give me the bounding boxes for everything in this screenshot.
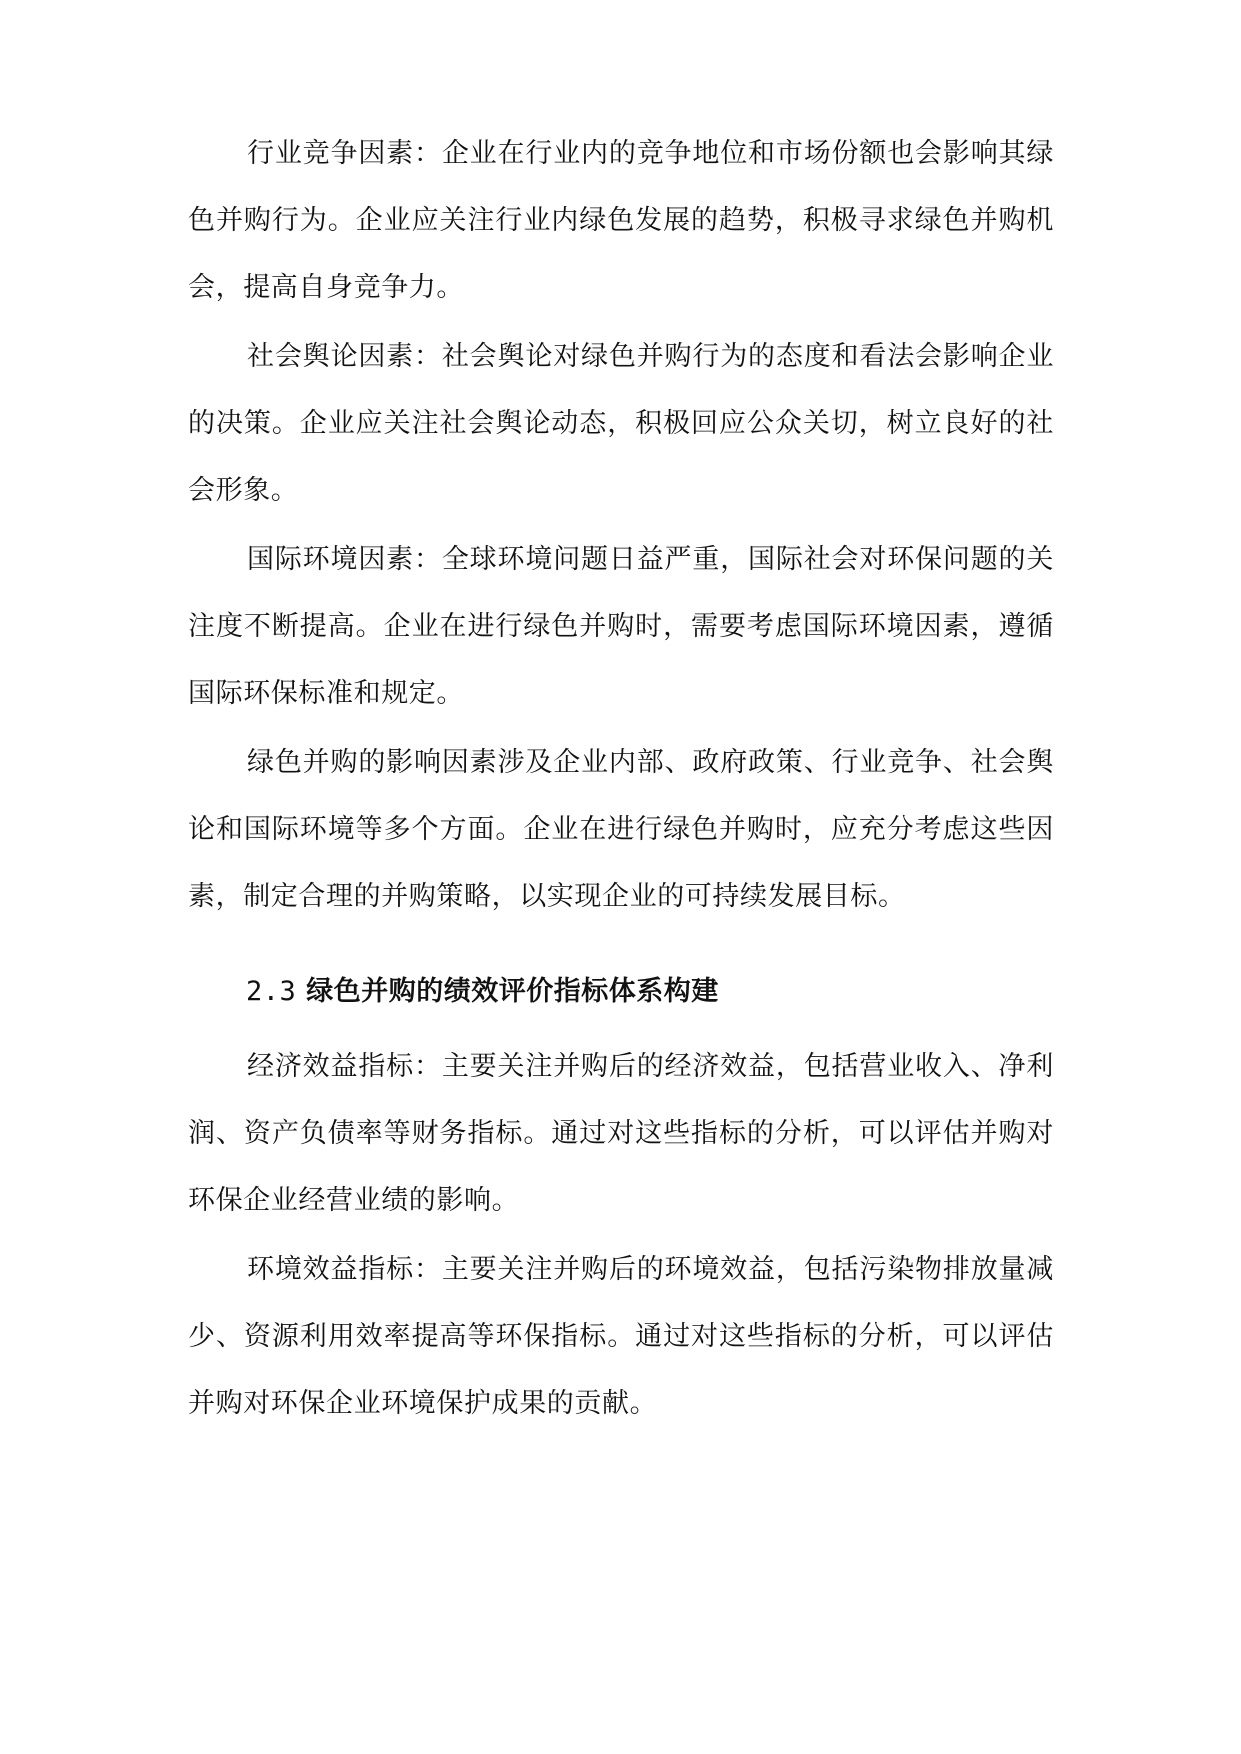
section-heading bbox=[246, 972, 719, 1012]
paragraph-summary: 绿色并购的影响因素涉及企业内部、政府政策、行业竞争、社会舆论和国际环境等多个方面。企业在进行绿色并购时，应充分考虑这些因素，制定合理的并购策略，以实现企业的可持续发展目标。 bbox=[188, 747, 1054, 912]
section-number: 2.3 bbox=[246, 976, 297, 1007]
paragraph-environmental-indicators: 环境效益指标：主要关注并购后的环境效益，包括污染物排放量减少、资源利用效率提高等环保指标。通过对这些指标的分析，可以评估并购对环保企业环境保护成果的贡献。 bbox=[188, 1254, 1054, 1419]
paragraph-public-opinion: 社会舆论因素：社会舆论对绿色并购行为的态度和看法会影响企业的决策。企业应关注社会舆论动态，积极回应公众关切，树立良好的社会形象。 bbox=[188, 341, 1054, 506]
paragraph-economic-indicators: 经济效益指标：主要关注并购后的经济效益，包括营业收入、净利润、资产负债率等财务指标。通过对这些指标的分析，可以评估并购对环保企业经营业绩的影响。 bbox=[188, 1051, 1054, 1216]
paragraph-international-environment: 国际环境因素：全球环境问题日益严重，国际社会对环保问题的关注度不断提高。企业在进行绿色并购时，需要考虑国际环境因素，遵循国际环保标准和规定。 bbox=[188, 544, 1054, 709]
paragraph-industry-competition: 行业竞争因素：企业在行业内的竞争地位和市场份额也会影响其绿色并购行为。企业应关注行业内绿色发展的趋势，积极寻求绿色并购机会，提高自身竞争力。 bbox=[188, 138, 1054, 303]
section-title: 绿色并购的绩效评价指标体系构建 bbox=[306, 976, 719, 1007]
